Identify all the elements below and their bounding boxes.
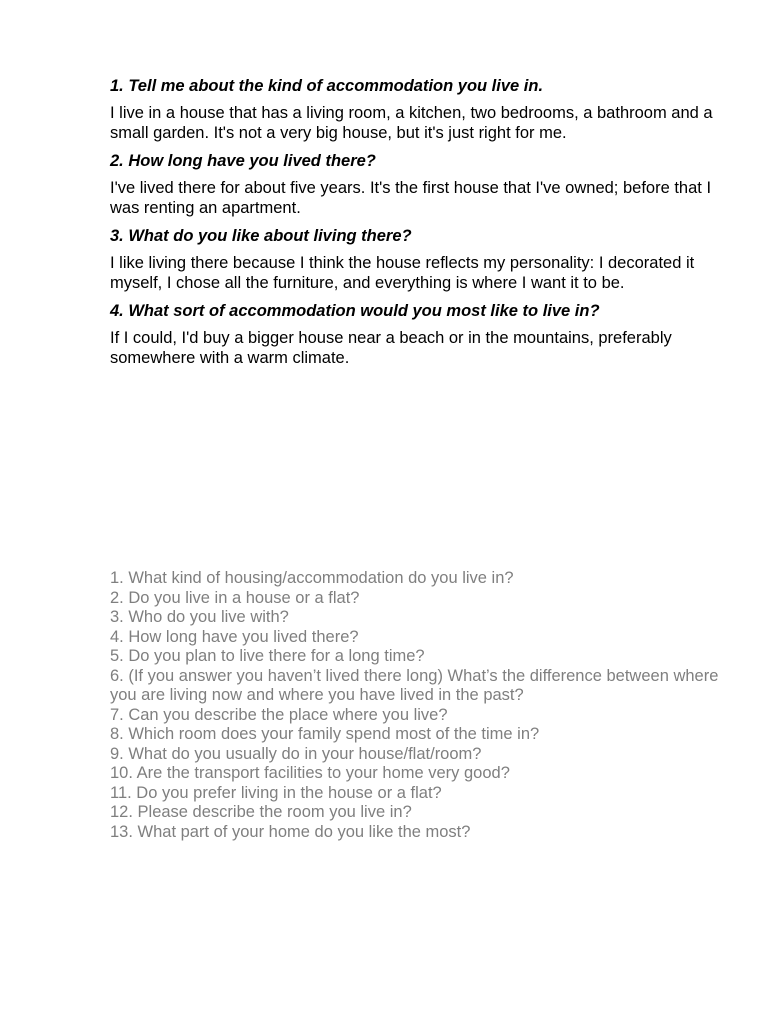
practice-questions-list bbox=[110, 569, 720, 842]
list-item: 12. Please describe the room you live in? bbox=[110, 803, 412, 821]
list-item: 7. Can you describe the place where you live? bbox=[110, 705, 448, 724]
answer-paragraph: I like living there because I think the house reflects my personality: I decorated it myself, I chose all the furniture, and everything is where I want it to be. bbox=[110, 254, 695, 292]
qa-item bbox=[110, 301, 720, 368]
question-heading: 1. Tell me about the kind of accommodation you live in. bbox=[110, 77, 544, 95]
list-item: 3. Who do you live with? bbox=[110, 608, 289, 626]
qa-item bbox=[110, 226, 720, 293]
qa-item bbox=[110, 151, 720, 218]
list-item: 9. What do you usually do in your house/flat/room? bbox=[110, 744, 482, 763]
question-heading: 4. What sort of accommodation would you most like to live in? bbox=[110, 302, 600, 320]
question-heading: 2. How long have you lived there? bbox=[110, 152, 376, 170]
list-item: 13. What part of your home do you like the most? bbox=[110, 822, 471, 841]
list-item: 8. Which room does your family spend most of the time in? bbox=[110, 725, 540, 743]
list-item: 11. Do you prefer living in the house or a flat? bbox=[110, 783, 442, 802]
list-item: 1. What kind of housing/accommodation do you live in? bbox=[110, 569, 514, 587]
answer-paragraph: I live in a house that has a living room, a kitchen, two bedrooms, a bathroom and a small garden. It's not a very big house, but it's just right for me. bbox=[110, 104, 713, 142]
list-item: 4. How long have you lived there? bbox=[110, 627, 359, 646]
list-item: 5. Do you plan to live there for a long time? bbox=[110, 647, 425, 665]
qa-section bbox=[110, 76, 720, 376]
list-item: 10. Are the transport facilities to your home very good? bbox=[110, 764, 510, 782]
list-item: 6. (If you answer you haven’t lived there long) What’s the difference between where you are living now and where you have lived in the past? bbox=[110, 666, 719, 704]
qa-item bbox=[110, 76, 720, 143]
answer-paragraph: If I could, I'd buy a bigger house near a beach or in the mountains, preferably somewhere with a warm climate. bbox=[110, 329, 672, 367]
list-item: 2. Do you live in a house or a flat? bbox=[110, 588, 360, 607]
question-heading: 3. What do you like about living there? bbox=[110, 227, 412, 245]
answer-paragraph: I've lived there for about five years. It's the first house that I've owned; before that I was renting an apartment. bbox=[110, 179, 712, 217]
